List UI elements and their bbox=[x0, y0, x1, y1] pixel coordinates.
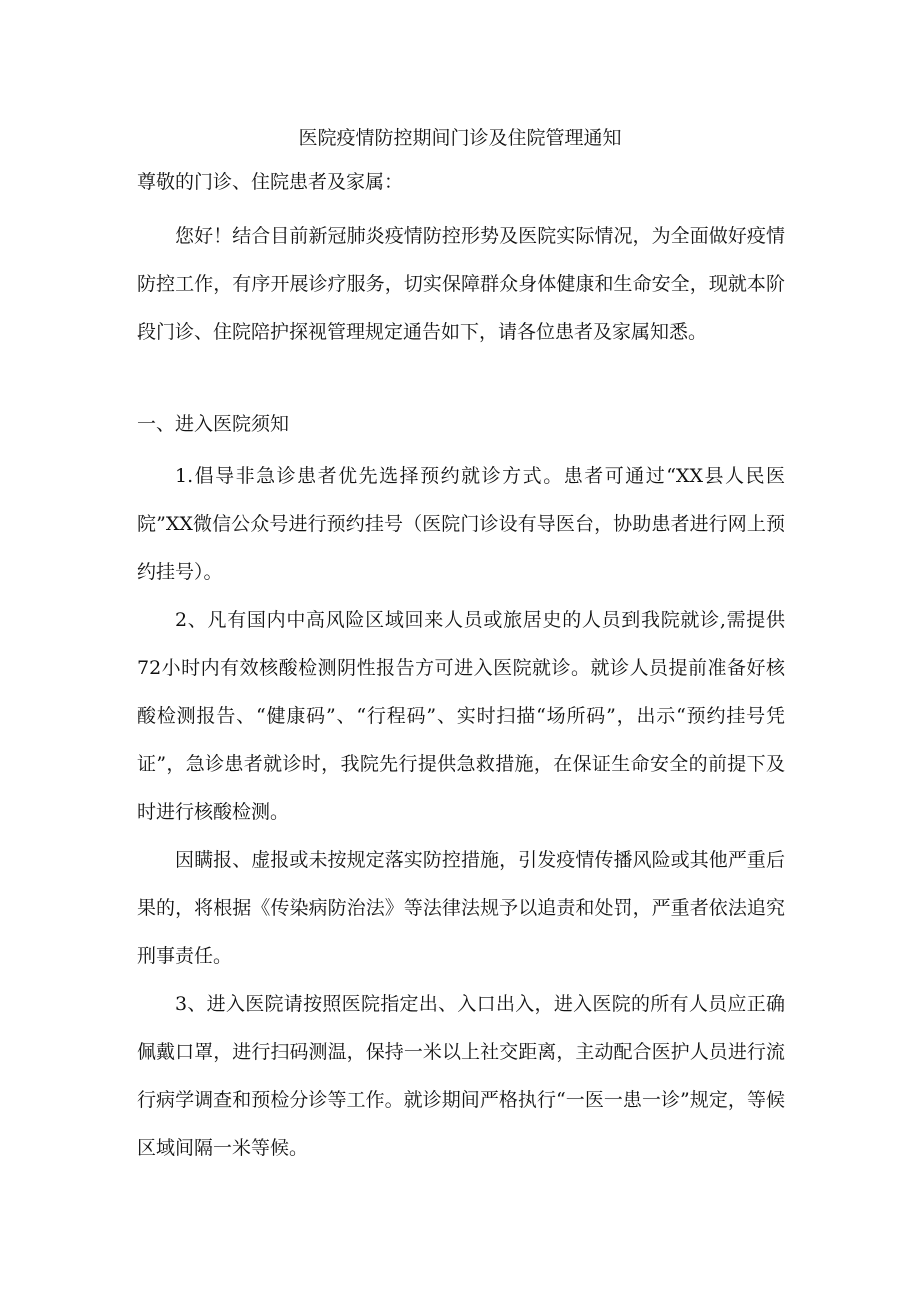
item-3-paragraph: 3、进入医院请按照医院指定出、入口出入，进入医院的所有人员应正确佩戴口罩，进行扫码测温，保持一米以上社交距离，主动配合医护人员进行流行病学调查和预检分诊等工作。就诊期间严格执行“一医一患一诊”规定，等候区域间隔一米等候。 bbox=[137, 993, 785, 1159]
item-1-paragraph: 1.倡导非急诊患者优先选择预约就诊方式。患者可通过“XX县人民医院”XX微信公众号进行预约挂号（医院门诊设有导医台，协助患者进行网上预约挂号）。 bbox=[137, 465, 785, 583]
warning-paragraph: 因瞒报、虚报或未按规定落实防控措施，引发疫情传播风险或其他严重后果的，将根据《传染病防治法》等法律法规予以追责和处罚，严重者依法追究刑事责任。 bbox=[137, 849, 785, 967]
intro-paragraph: 您好！结合目前新冠肺炎疫情防控形势及医院实际情况，为全面做好疫情防控工作，有序开展诊疗服务，切实保障群众身体健康和生命安全，现就本阶段门诊、住院陪护探视管理规定通告如下，请各位患者及家属知悉。 bbox=[137, 225, 785, 343]
salutation: 尊敬的门诊、住院患者及家属： bbox=[137, 171, 404, 193]
item-2-paragraph: 2、凡有国内中高风险区域回来人员或旅居史的人员到我院就诊,需提供72小时内有效核酸检测阴性报告方可进入医院就诊。就诊人员提前准备好核酸检测报告、“健康码”、“行程码”、实时扫描“场所码”，出示“预约挂号凭证”，急诊患者就诊时，我院先行提供急救措施，在保证生命安全的前提下及时进行核酸检测。 bbox=[137, 609, 785, 823]
section-heading-entry: 一、进入医院须知 bbox=[137, 413, 290, 435]
document-title: 医院疫情防控期间门诊及住院管理通知 bbox=[298, 127, 622, 149]
